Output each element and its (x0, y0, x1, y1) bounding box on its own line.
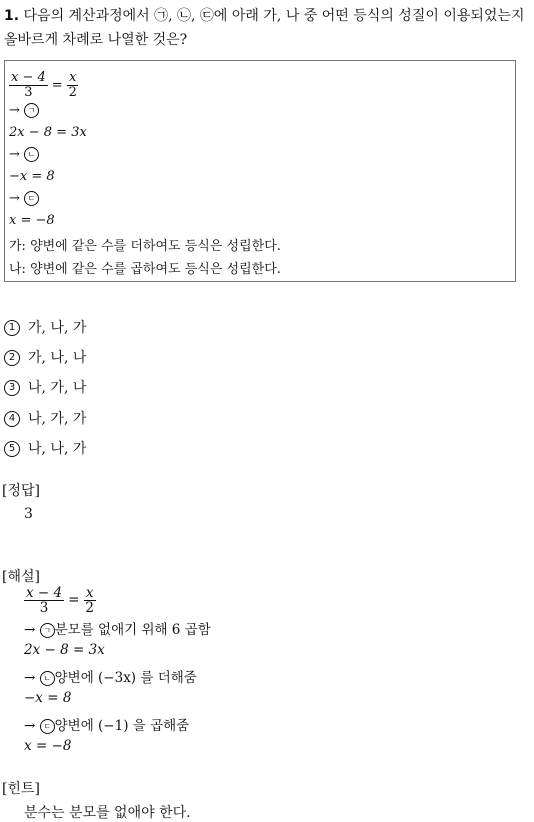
rule-a: 가: 양변에 같은 수를 더하여도 등식은 성립한다. (9, 239, 281, 254)
option-number: 5 (4, 441, 20, 457)
solution-equation-4: x = −8 (24, 738, 72, 754)
option-number: 4 (4, 411, 20, 427)
solution-equation-2: 2x − 8 = 3x (24, 642, 105, 658)
option-number: 3 (4, 380, 20, 396)
question-text: 다음의 계산과정에서 ㉠, ㉡, ㉢에 아래 가, 나 중 어떤 등식의 성질이 이용되었는지 올바르게 차례로 나열한 것은? (4, 8, 525, 48)
solution-equation-3: −x = 8 (24, 690, 72, 706)
box-arrow-3: → ㄷ (9, 191, 39, 206)
solution-equation-1: $\frac{x - 4}{3}$ = $\frac{x}{2}$ (26, 585, 95, 616)
box-equation-2: 2x − 8 = 3x (9, 125, 87, 140)
option-text: 나, 가, 나 (28, 380, 87, 396)
option-text: 나, 나, 가 (28, 441, 87, 457)
solution-step-3: → ㄷ 양변에 (−1) 을 곱해줌 (24, 718, 190, 734)
option-number: 1 (4, 320, 20, 336)
circle-mark-1: ㄱ (40, 623, 55, 638)
hint-label: [힌트] (2, 781, 40, 797)
question (4, 4, 530, 52)
option-4[interactable] (4, 408, 86, 428)
option-text: 가, 나, 나 (28, 350, 87, 366)
box-fraction-lhs: $\frac{x - 4}{3}$ (11, 70, 46, 100)
solution-step-1: → ㄱ 분모를 없애기 위해 6 곱함 (24, 622, 211, 638)
solution-label: [해설] (2, 569, 40, 585)
answer-label: [정답] (2, 483, 40, 499)
option-text: 나, 가, 가 (28, 411, 87, 427)
box-arrow-2: → ㄴ (9, 147, 39, 162)
circle-mark-1: ㄱ (24, 103, 39, 118)
box-equation-4: x = −8 (9, 213, 55, 228)
box-arrow-1: → ㄱ (9, 103, 39, 118)
option-number: 2 (4, 350, 20, 366)
box-fraction-rhs: $\frac{x}{2}$ (68, 70, 77, 100)
circle-mark-2: ㄴ (40, 671, 55, 686)
rule-b: 나: 양변에 같은 수를 곱하여도 등식은 성립한다. (9, 262, 281, 277)
option-3[interactable] (4, 377, 86, 397)
option-1[interactable] (4, 317, 86, 337)
option-text: 가, 나, 가 (28, 320, 87, 336)
circle-mark-3: ㄷ (40, 719, 55, 734)
box-equation-1: $\frac{x - 4}{3}$ = $\frac{x}{2}$ (11, 70, 77, 100)
question-number: 1. (4, 8, 20, 24)
box-equation-3: −x = 8 (9, 169, 55, 184)
option-2[interactable] (4, 347, 86, 367)
hint-text: 분수는 분모를 없애야 한다. (24, 805, 191, 821)
circle-mark-2: ㄴ (24, 147, 39, 162)
problem-box (4, 60, 516, 282)
option-5[interactable] (4, 438, 86, 458)
solution-step-2: → ㄴ 양변에 (−3x) 를 더해줌 (24, 670, 197, 686)
answer-value: 3 (24, 506, 33, 522)
circle-mark-3: ㄷ (24, 191, 39, 206)
